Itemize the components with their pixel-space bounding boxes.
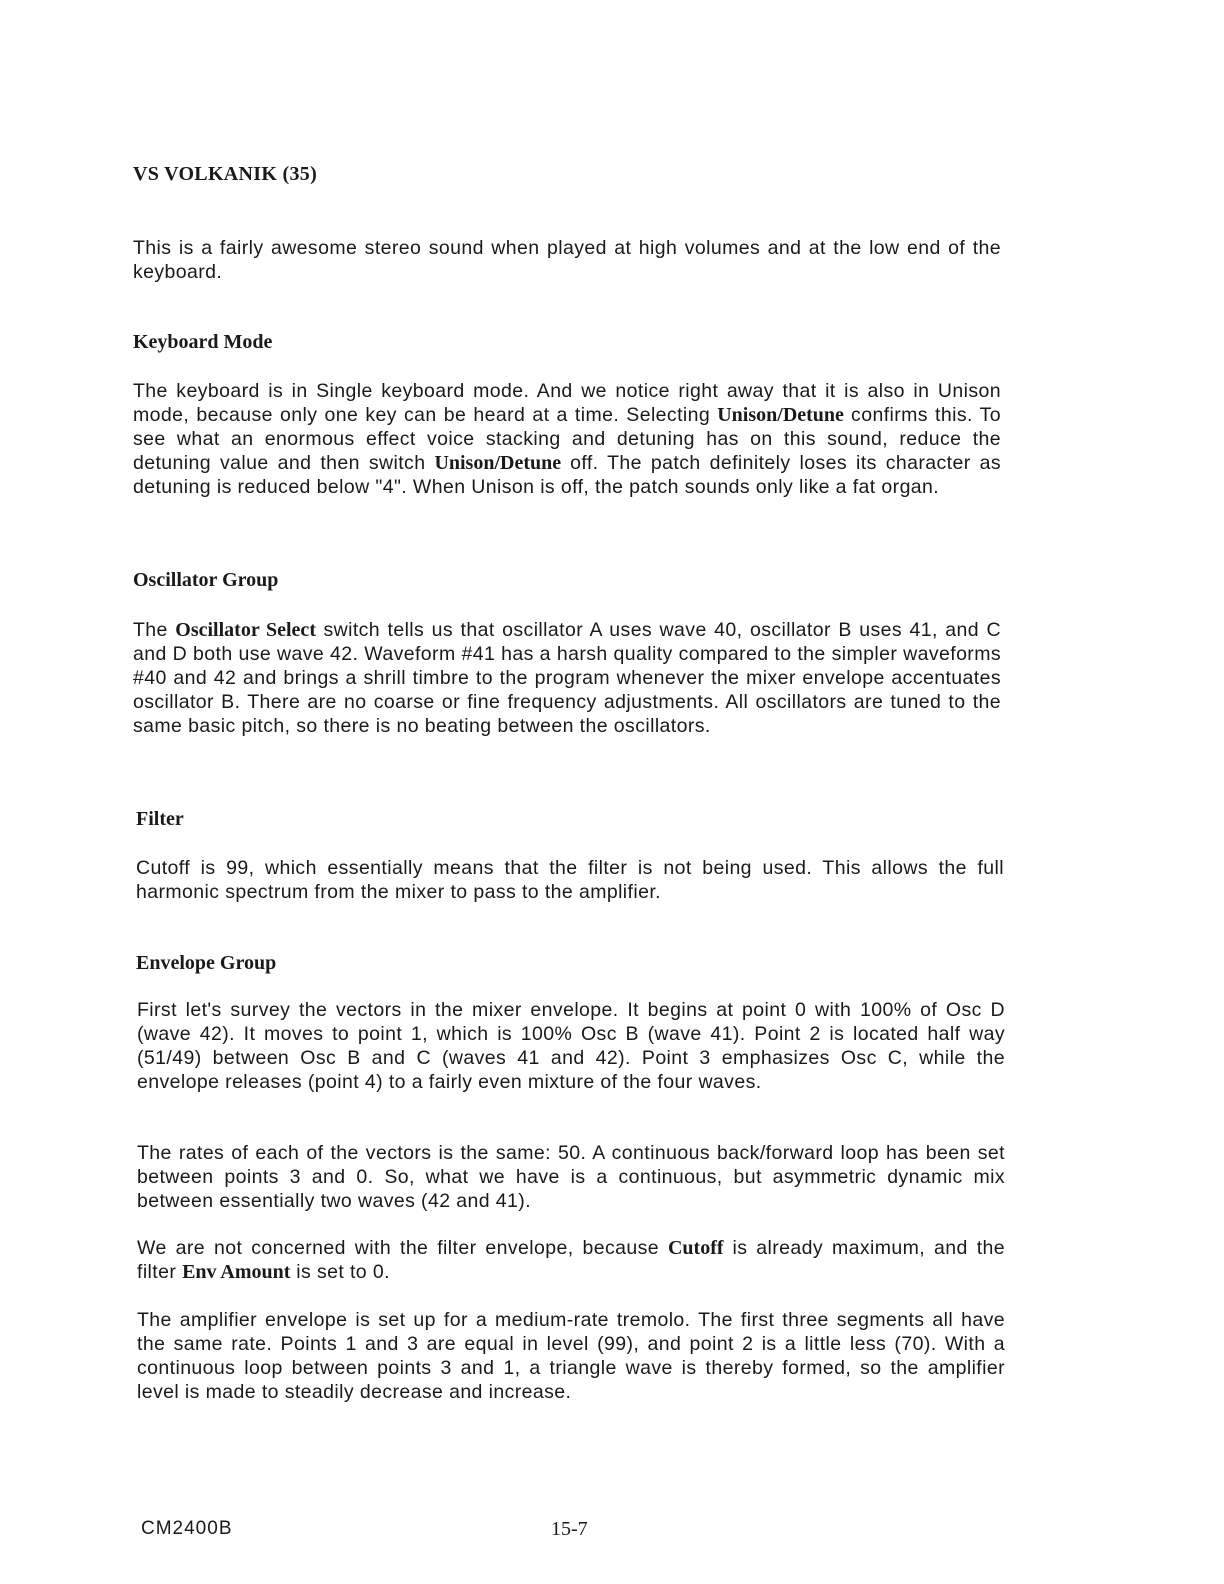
- envelope-paragraph-4: The amplifier envelope is set up for a medium-rate tremolo. The first three segments all have the same rate. Points 1 and 3 are equal in level (99), and point 2 is a little less (70). With a continuous loop between points 3 and 1, a triangle wave is thereby formed, so the amplifier level is made to steadily decrease and increase.: [137, 1309, 1005, 1403]
- heading-filter: Filter: [136, 808, 184, 830]
- heading-oscillator-group: Oscillator Group: [133, 569, 279, 591]
- footer-doc-code: CM2400B: [141, 1518, 233, 1539]
- keyboard-mode-paragraph: The keyboard is in Single keyboard mode. And we notice right away that it is also in Unison mode, because only one key can be heard at a time. Selecting Unison/Detune confirms this. To see what an enormous effect voice stacking and detuning has on this sound, reduce the detuning value and then switch Unison/Detune off. The patch definitely loses its character as detuning is reduced below "4". When Unison is off, the patch sounds only like a fat organ.: [133, 380, 1001, 498]
- heading-envelope-group: Envelope Group: [136, 952, 277, 974]
- envelope-paragraph-3: We are not concerned with the filter envelope, because Cutoff is already maximum, and the filter Env Amount is set to 0.: [137, 1237, 1006, 1283]
- envelope-paragraph-2: The rates of each of the vectors is the same: 50. A continuous back/forward loop has been set between points 3 and 0. So, what we have is a continuous, but asymmetric dynamic mix between essentially two waves (42 and 41).: [137, 1142, 1005, 1212]
- heading-keyboard-mode: Keyboard Mode: [133, 331, 273, 353]
- intro-paragraph: This is a fairly awesome stereo sound when played at high volumes and at the low end of the keyboard.: [133, 237, 1001, 283]
- footer-page-number: 15-7: [551, 1518, 588, 1540]
- page-title: VS VOLKANIK (35): [133, 163, 318, 185]
- envelope-paragraph-1: First let's survey the vectors in the mixer envelope. It begins at point 0 with 100% of Osc D (wave 42). It moves to point 1, which is 100% Osc B (wave 41). Point 2 is located half way (51/49) between Osc B and C (waves 41 and 42). Point 3 emphasizes Osc C, while the envelope releases (point 4) to a fairly even mixture of the four waves.: [137, 999, 1005, 1093]
- filter-paragraph: Cutoff is 99, which essentially means that the filter is not being used. This allows the full harmonic spectrum from the mixer to pass to the amplifier.: [136, 857, 1004, 903]
- oscillator-group-paragraph: The Oscillator Select switch tells us that oscillator A uses wave 40, oscillator B uses 41, and C and D both use wave 42. Waveform #41 has a harsh quality compared to the simpler waveforms #40 and 42 and brings a shrill timbre to the program whenever the mixer envelope accentuates oscillator B. There are no coarse or fine frequency adjustments. All oscillators are tuned to the same basic pitch, so there is no beating between the oscillators.: [133, 619, 1001, 737]
